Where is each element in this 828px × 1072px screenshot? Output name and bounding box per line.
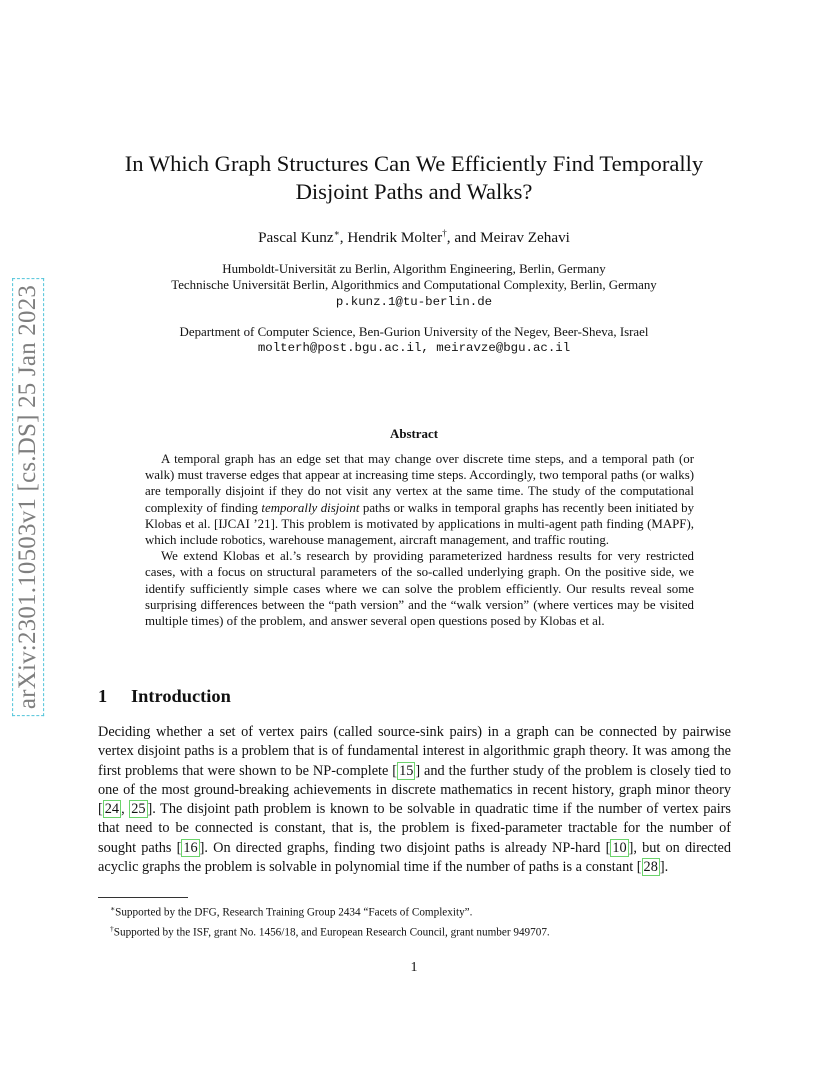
affiliation-line: Technische Universität Berlin, Algorithmics and Computational Complexity, Berlin, Germany [171,278,657,293]
author-separator: , and [446,229,481,247]
section-number: 1 [98,686,108,706]
footnote: ∗Supported by the DFG, Research Training Group 2434 “Facets of Complexity”. [110,904,473,919]
author-name: Pascal Kunz [258,229,334,247]
section-heading [98,686,231,707]
intro-paragraph: Deciding whether a set of vertex pairs (called source-sink pairs) in a graph can be connected by pairwise vertex disjoint paths is a problem that is of fundamental interest in algorithmic graph theory. It was among the first problems that were shown to be NP-complete [ 15 ] and the further study of the problem is closely tied to one of the most ground-breaking achievements in discrete mathematics in recent history, graph minor theory [ 24 , 25 ]. The disjoint path problem is known to be solvable in quadratic time if the number of vertex pairs that need to be connected is constant, that is, the problem is fixed-parameter tractable for the number of sought paths [ 16 ]. On directed graphs, finding two disjoint paths is already NP-hard [ 10 ], but on directed acyclic graphs the problem is solvable in polynomial time if the number of paths is a constant [ 28 ]. [98,724,731,876]
affiliation-line: Department of Computer Science, Ben-Gurion University of the Negev, Beer-Sheva, Israel [179,325,649,339]
footnotes [110,901,730,941]
section-title: Introduction [131,686,231,706]
abstract-heading: Abstract [390,427,438,441]
author-list [100,228,728,247]
abstract-body [145,451,694,629]
affiliation-block-2 [100,324,728,357]
abstract-paragraph: A temporal graph has an edge set that may change over discrete time steps, and a temporal path (or walk) must traverse edges that appear at increasing time steps. Accordingly, two temporal paths (or walks) are temporally disjoint if they do not visit any vertex at the same time. The study of the computational complexity of finding temporally disjoint paths or walks in temporal graphs has recently been initiated by Klobas et al. [IJCAI ’21]. This problem is motivated by applications in multi-agent path finding (MAPF), which include robotics, warehouse management, aircraft management, and traffic routing. [145,452,695,548]
author-email[interactable]: molterh@post.bgu.ac.il, meiravze@bgu.ac.il [257,341,571,356]
author-name: Hendrik Molter [347,229,443,247]
citation-link[interactable]: 25 [131,801,146,818]
emphasis: temporally disjoint [261,500,360,515]
title-line-2: Disjoint Paths and Walks? [295,179,533,204]
citation-link[interactable]: 28 [643,859,658,876]
footnote: †Supported by the ISF, grant No. 1456/18, and European Research Council, grant number 949707. [110,923,550,939]
author-name: Meirav Zehavi [480,229,570,247]
footnote-marker[interactable]: ∗ [333,228,340,238]
affiliation-block-1 [100,261,728,310]
author-email[interactable]: p.kunz.1@tu-berlin.de [335,294,493,309]
arxiv-identifier-stamp [6,262,50,732]
affiliation-line: Humboldt-Universität zu Berlin, Algorithm Engineering, Berlin, Germany [222,262,606,276]
citation-link[interactable]: 16 [183,839,198,856]
paper-title [100,150,728,206]
footnote-divider [98,897,188,898]
citation-link[interactable]: 24 [104,801,120,818]
citation-link[interactable]: 15 [399,762,414,779]
title-line-1: In Which Graph Structures Can We Efficiently Find Temporally [124,151,704,176]
author-separator: , [339,229,348,247]
arxiv-identifier-link[interactable]: arXiv:2301.10503v1 [cs.DS] 25 Jan 2023 [12,278,44,716]
citation-link[interactable]: 10 [612,839,627,856]
footnote-marker[interactable]: † [442,228,447,238]
page-number: 1 [410,960,418,975]
abstract-paragraph: We extend Klobas et al.’s research by providing parameterized hardness results for very restricted cases, with a focus on structural parameters of the so-called underlying graph. On the positive side, we identify sufficiently simple cases where we can solve the problem efficiently. Our results reveal some surprising differences between the “path version” and the “walk version” (where vertices may be visited multiple times) of the problem, and answer several open questions posed by Klobas et al. [145,549,694,629]
